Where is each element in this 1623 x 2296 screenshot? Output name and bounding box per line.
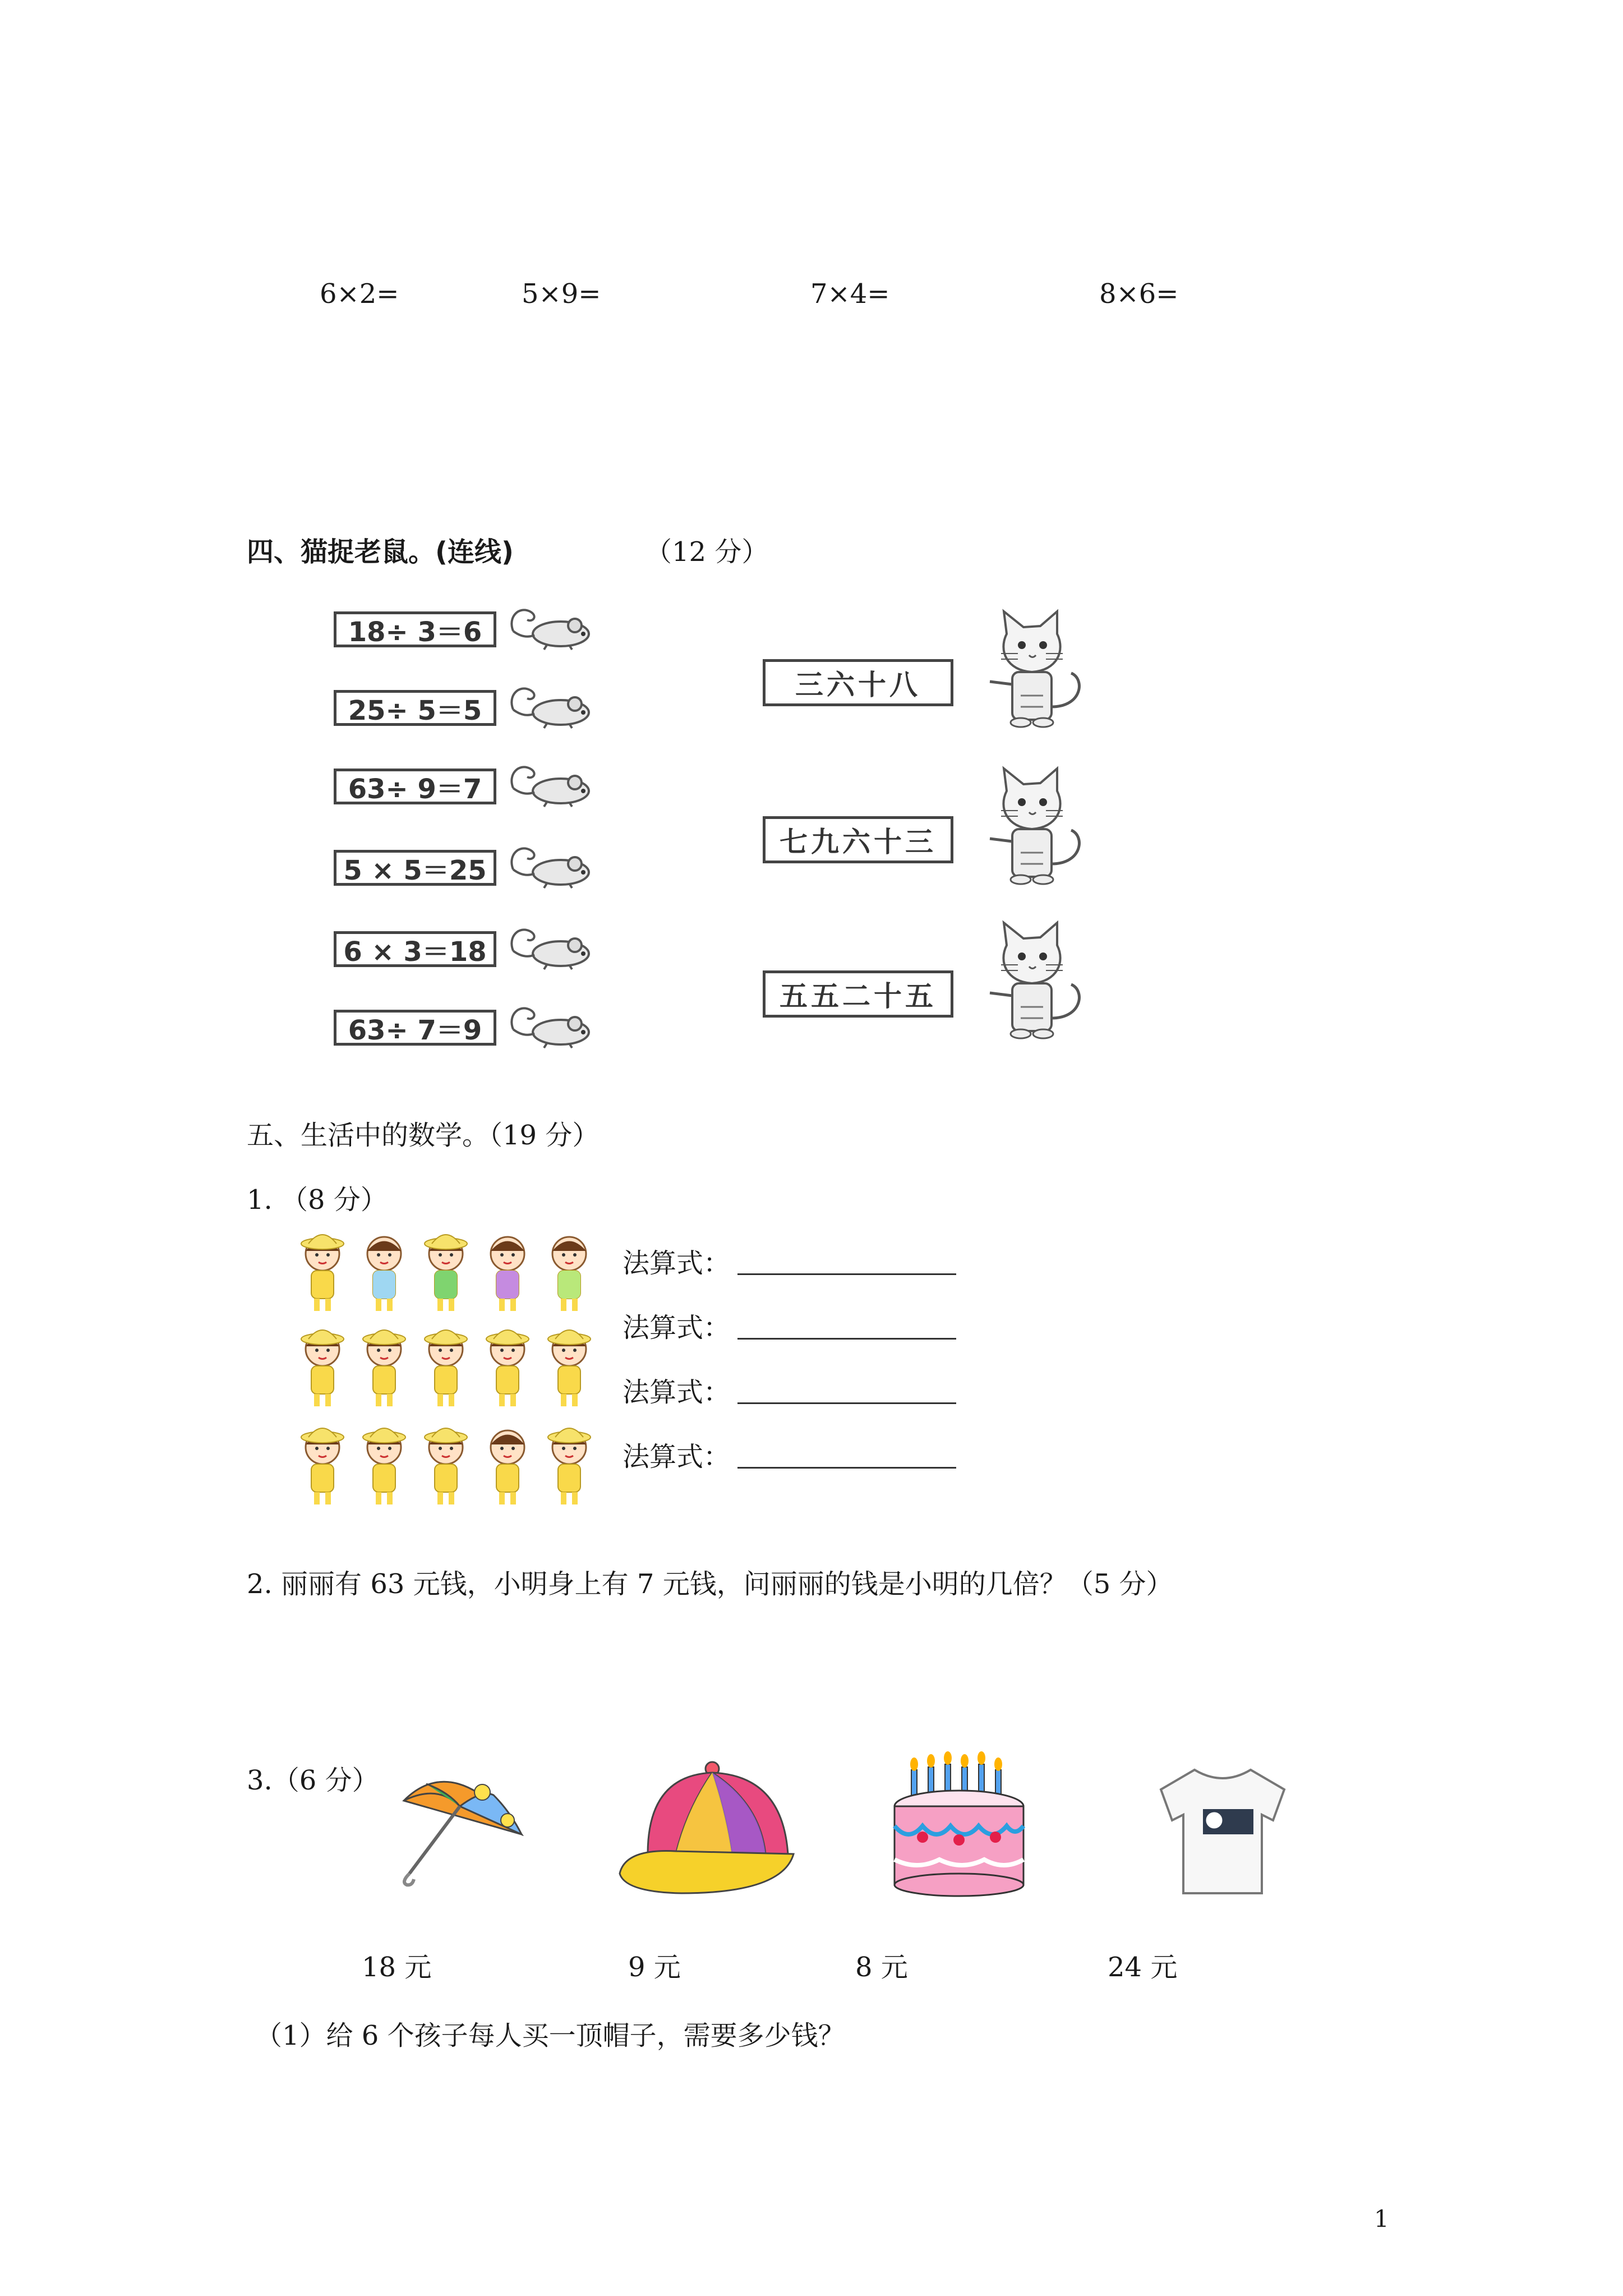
children-illustration (297, 1231, 628, 1517)
mouse-icon (511, 1008, 589, 1048)
rhyme-box[interactable]: 五五二十五 (763, 970, 953, 1018)
equation-4: 8×6= (1099, 278, 1179, 310)
equation-box[interactable]: 63÷ 9＝7 (334, 769, 496, 804)
cat-icon-group (970, 611, 1099, 1049)
price-umbrella: 18 元 (362, 1952, 432, 1983)
page-number: 1 (1374, 2205, 1389, 2233)
formula-blank[interactable] (737, 1338, 956, 1340)
mouse-icon-group (508, 600, 608, 1071)
umbrella-icon (393, 1761, 527, 1890)
section4-title: 四、猫捉老鼠。(连线) (247, 536, 514, 568)
kids-row-2 (301, 1330, 591, 1406)
kids-row-1 (301, 1235, 586, 1311)
formula-blank[interactable] (737, 1402, 956, 1404)
mouse-icon (511, 610, 589, 650)
price-cake: 8 元 (855, 1952, 908, 1983)
q2-text: 2. 丽丽有 63 元钱，小明身上有 7 元钱，问丽丽的钱是小明的几倍？（5 分） (247, 1568, 1173, 1600)
equation-3: 7×4= (810, 278, 890, 310)
mouse-icon (511, 688, 589, 728)
section5-title: 五、生活中的数学。（19 分） (247, 1120, 600, 1151)
formula-blank[interactable] (737, 1467, 956, 1469)
formula-blank[interactable] (737, 1273, 956, 1275)
mouse-icon (511, 767, 589, 807)
price-cap: 9 元 (628, 1952, 681, 1983)
rhyme-box[interactable]: 七九六十三 (763, 816, 953, 863)
q3-sub1: （1）给 6 个孩子每人买一顶帽子，需要多少钱？ (255, 2020, 845, 2051)
q3-label: 3.（6 分） (247, 1765, 379, 1796)
tshirt-icon (1155, 1764, 1290, 1899)
q1-label: 1. （8 分） (247, 1184, 388, 1216)
cake-icon (883, 1753, 1040, 1904)
formula-label: 法算式： (623, 1377, 731, 1408)
formula-label: 法算式： (623, 1441, 731, 1473)
formula-label: 法算式： (623, 1248, 731, 1279)
price-tshirt: 24 元 (1108, 1952, 1178, 1983)
section4-score: （12 分） (645, 536, 769, 568)
rhyme-box[interactable]: 三六十八 (763, 659, 953, 706)
equation-box[interactable]: 18÷ 3＝6 (334, 611, 496, 647)
cap-icon (614, 1759, 799, 1899)
equation-box[interactable]: 63÷ 7＝9 (334, 1010, 496, 1046)
kids-row-3 (301, 1428, 591, 1504)
formula-label: 法算式： (623, 1312, 731, 1343)
equation-2: 5×9= (522, 278, 601, 310)
mouse-icon (511, 848, 589, 888)
equation-1: 6×2= (320, 278, 399, 310)
equation-box[interactable]: 25÷ 5＝5 (334, 690, 496, 726)
equation-box[interactable]: 6 × 3＝18 (334, 931, 496, 967)
equation-box[interactable]: 5 × 5＝25 (334, 850, 496, 886)
mouse-icon (511, 930, 589, 969)
